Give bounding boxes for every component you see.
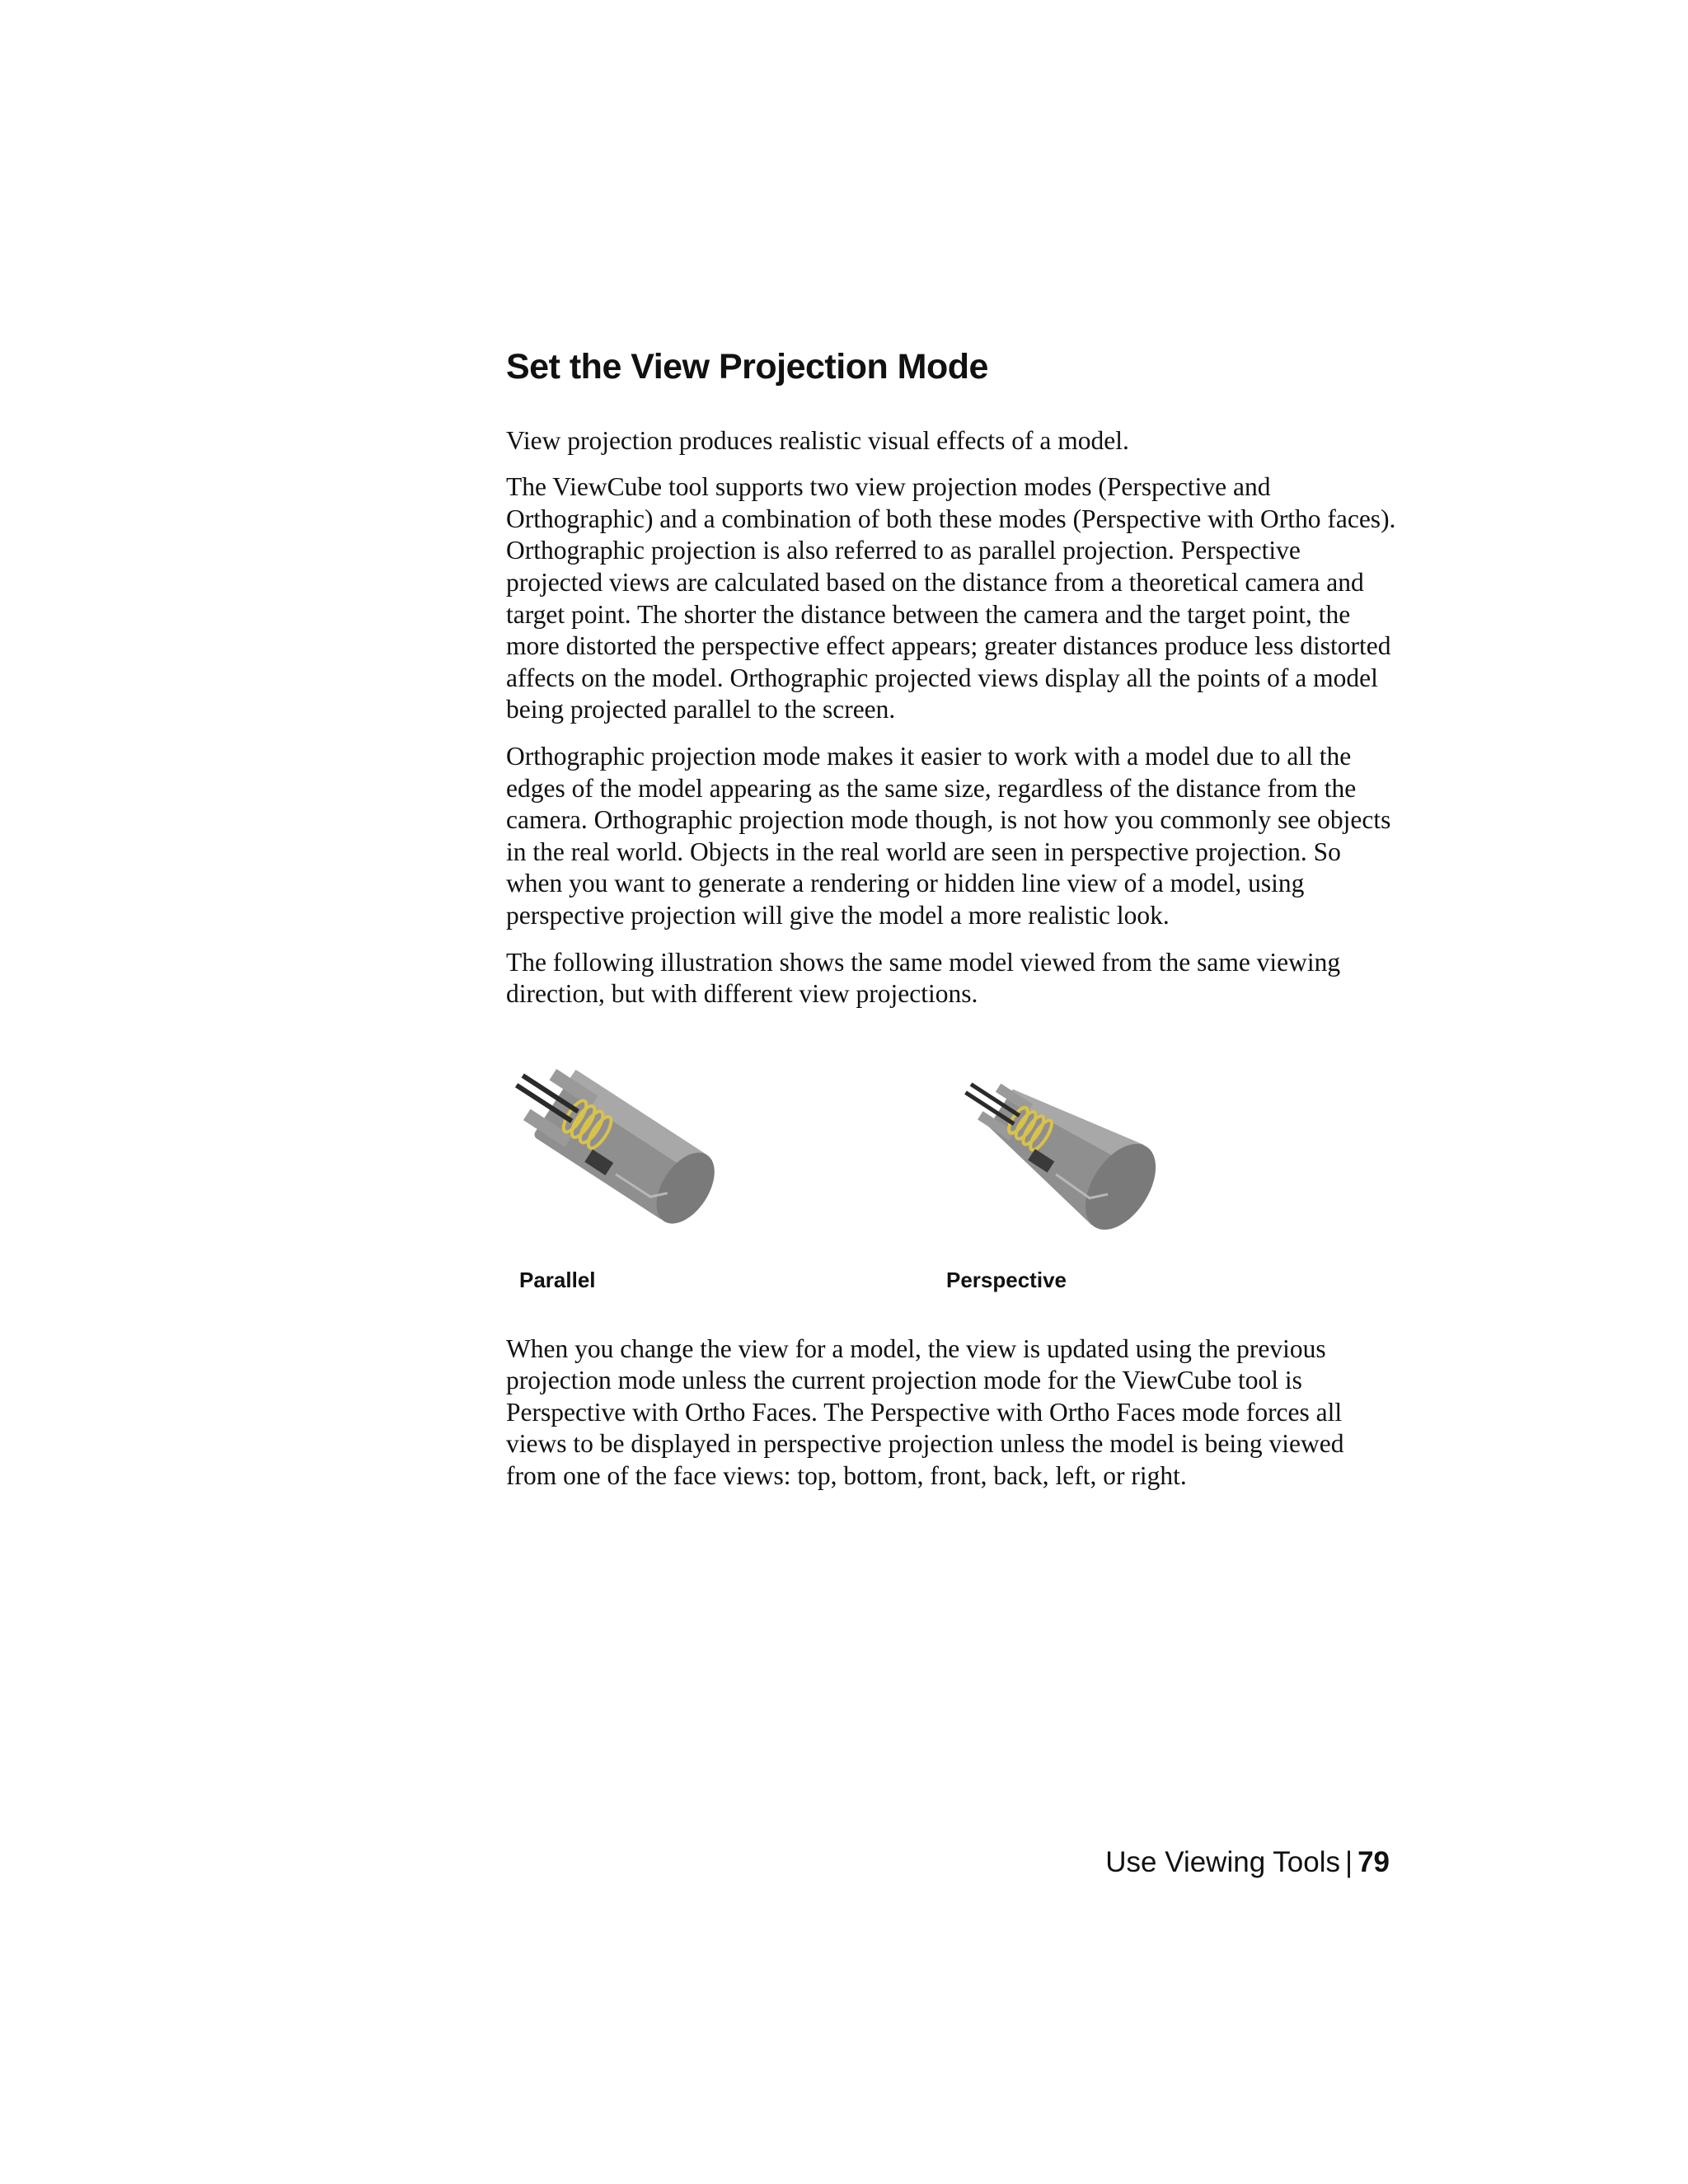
page-number: 79 — [1357, 1846, 1390, 1878]
projection-illustration — [506, 1045, 1396, 1309]
closing-paragraph: When you change the view for a model, the view is updated using the previous projection mode unless the current projection mode for the ViewCube tool is Perspective with Ortho Faces. The Perspective with Ortho Faces mode forces all views to be displayed in perspective projection unless the model is being viewed from one of the face views: top, bottom, front, back, left, or right. — [506, 1333, 1344, 1491]
perspective-figure — [946, 1045, 1160, 1292]
parallel-figure — [506, 1045, 720, 1292]
page-footer — [1105, 1846, 1390, 1879]
section-title: Set the View Projection Mode — [506, 347, 988, 387]
illustration-intro-paragraph: The following illustration shows the same model viewed from the same viewing direction, but with different view projections. — [506, 947, 1341, 1009]
footer-separator: | — [1344, 1846, 1353, 1878]
parallel-caption: Parallel — [519, 1267, 596, 1292]
perspective-caption: Perspective — [946, 1267, 1067, 1292]
main-content — [506, 346, 1396, 1507]
projection-modes-paragraph: The ViewCube tool supports two view projection modes (Perspective and Orthographic) and a combination of both these modes (Perspective with Ortho faces). Orthographic projection is also referred to as parallel projection. Perspective projected views are calculated based on the distance from a theoretical camera and target point. The shorter the distance between the camera and the target point, the more distorted the perspective effect appears; greater distances produce less distorted affects on the model. Orthographic projected views display all the points of a model being projected parallel to the screen. — [506, 472, 1396, 724]
orthographic-paragraph: Orthographic projection mode makes it easier to work with a model due to all the edges of the model appearing as the same size, regardless of the distance from the camera. Orthographic projection mode though, is not how you commonly see objects in the real world. Objects in the real world are seen in perspective projection. So when you want to generate a rendering or hidden line view of a model, using perspective projection will give the model a more realistic look. — [506, 741, 1391, 930]
perspective-model-image — [946, 1045, 1160, 1251]
footer-chapter: Use Viewing Tools — [1105, 1846, 1340, 1878]
parallel-model-image — [506, 1045, 720, 1251]
intro-paragraph: View projection produces realistic visual effects of a model. — [506, 425, 1129, 455]
